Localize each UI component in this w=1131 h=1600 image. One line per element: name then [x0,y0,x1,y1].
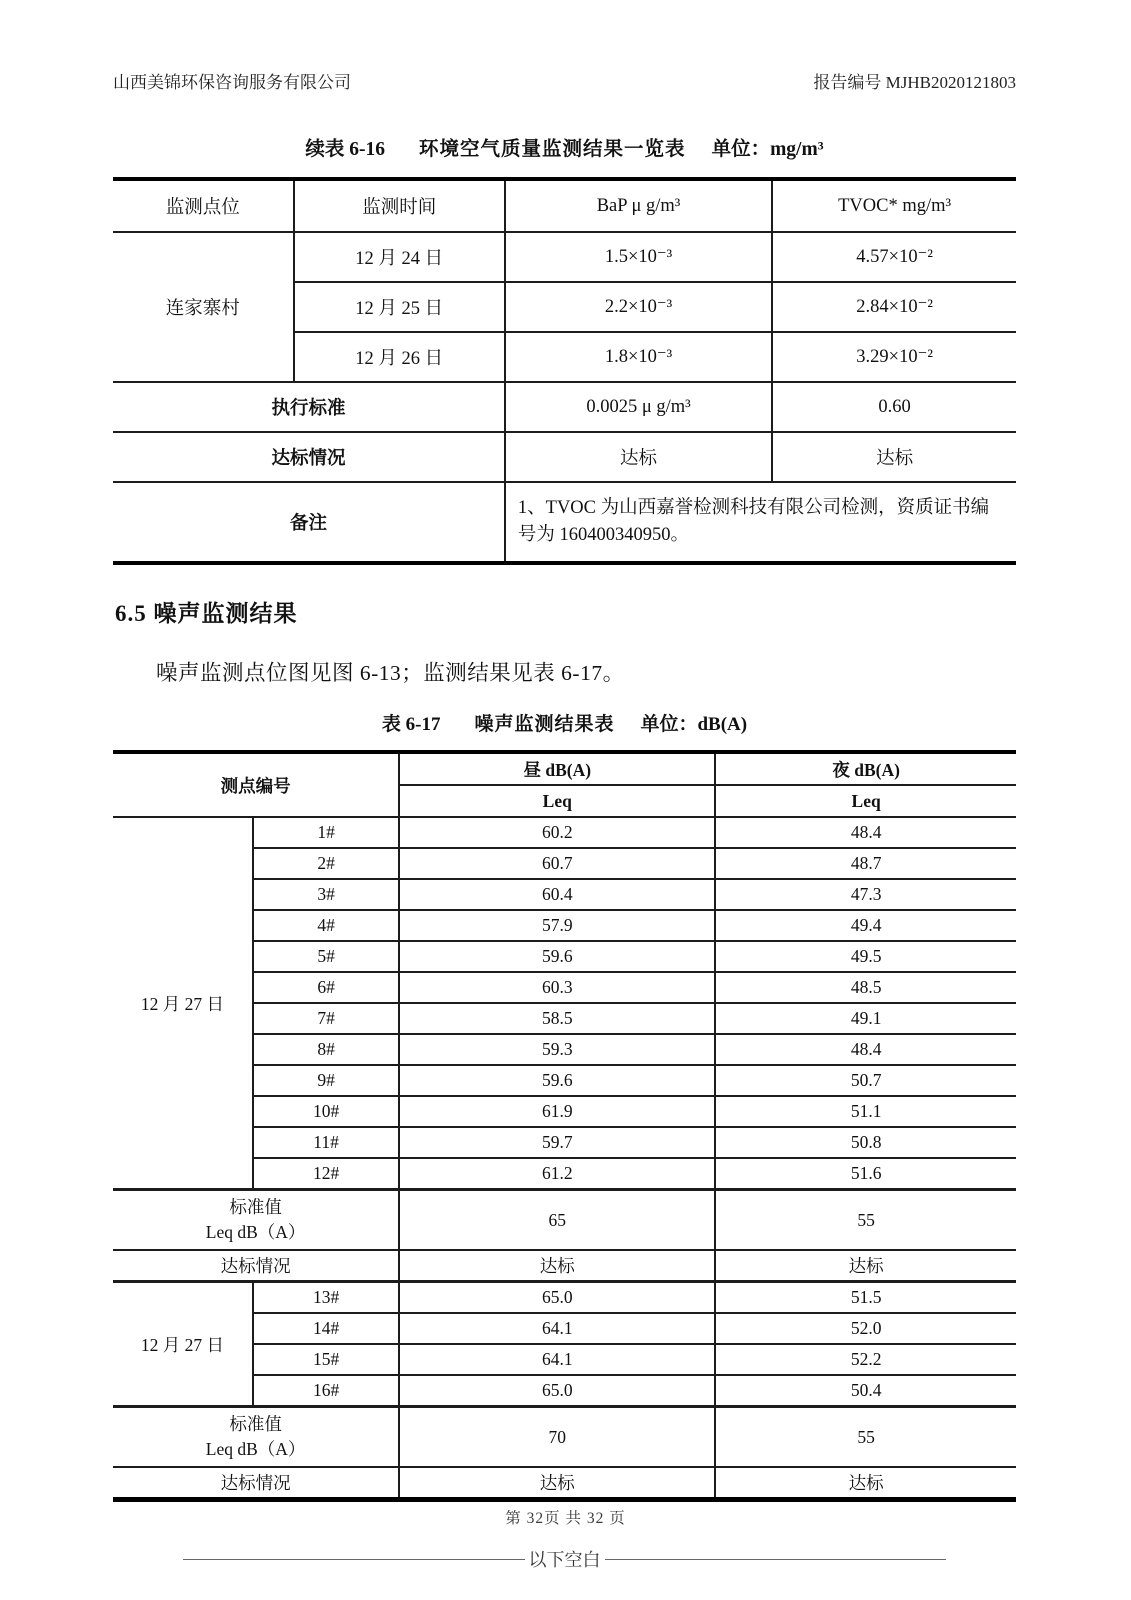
header-cell-night: 夜 dB(A) [715,752,1016,785]
bap-value-cell: 2.2×10⁻³ [505,282,772,332]
header-cell-time: 监测时间 [294,179,505,232]
label-cell: 达标情况 [113,1467,399,1500]
leq-night-cell: 50.7 [715,1065,1016,1096]
date-cell: 12 月 27 日 [113,1282,253,1407]
date-cell: 12 月 26 日 [294,332,505,382]
bap-standard-cell: 0.0025 μ g/m³ [505,382,772,432]
point-id-cell: 11# [253,1127,399,1158]
std-day-cell: 65 [399,1190,715,1251]
tvoc-value-cell: 2.84×10⁻² [772,282,1016,332]
header-cell-leq-night: Leq [715,785,1016,817]
leq-day-cell: 59.3 [399,1034,715,1065]
point-id-cell: 4# [253,910,399,941]
standard-label-line1: 标准值 [229,1413,282,1434]
header-cell-bap: BaP μ g/m³ [505,179,772,232]
table17-caption-unit: 单位：dB(A) [640,714,748,735]
standard-label-line2: Leq dB（A） [205,1439,306,1459]
label-cell [113,1407,399,1468]
standard-label-line2: Leq dB（A） [205,1222,306,1242]
point-id-cell: 16# [253,1375,399,1407]
remark-text-cell: 1、TVOC 为山西嘉誉检测科技有限公司检测，资质证书编号为 160400340950。 [505,482,1016,563]
point-id-cell: 12# [253,1158,399,1190]
blank-note: 以下空白 [528,1550,601,1570]
label-cell [113,1190,399,1251]
standard-row [113,1407,1016,1468]
leq-day-cell: 64.1 [399,1313,715,1344]
blank-below-marker [183,1546,946,1572]
point-id-cell: 7# [253,1003,399,1034]
table17-caption [113,709,1016,736]
standard-row [113,1190,1016,1251]
bap-compliance-cell: 达标 [505,432,772,482]
rule-right [605,1559,947,1560]
leq-night-cell: 51.1 [715,1096,1016,1127]
leq-day-cell: 58.5 [399,1003,715,1034]
leq-day-cell: 57.9 [399,910,715,941]
leq-day-cell: 59.6 [399,1065,715,1096]
header-cell-site: 监测点位 [113,179,294,232]
reach-night-cell: 达标 [715,1250,1016,1282]
leq-night-cell: 48.7 [715,848,1016,879]
bap-value-cell: 1.5×10⁻³ [505,232,772,282]
report-number: 报告编号 MJHB2020121803 [813,73,1016,92]
site-cell: 连家寨村 [113,232,294,382]
table16-caption-title: 环境空气质量监测结果一览表 [419,139,686,160]
point-id-cell: 3# [253,879,399,910]
standard-label-line1: 标准值 [229,1196,282,1217]
leq-day-cell: 60.4 [399,879,715,910]
point-id-cell: 9# [253,1065,399,1096]
remark-row [113,482,1016,563]
std-night-cell: 55 [715,1407,1016,1468]
leq-night-cell: 48.4 [715,1034,1016,1065]
rule-left [183,1559,525,1560]
std-night-cell: 55 [715,1190,1016,1251]
leq-night-cell: 52.0 [715,1313,1016,1344]
leq-day-cell: 65.0 [399,1375,715,1407]
leq-day-cell: 59.6 [399,941,715,972]
point-id-cell: 5# [253,941,399,972]
leq-night-cell: 50.4 [715,1375,1016,1407]
page-number: 第 32页 共 32 页 [505,1510,626,1527]
tvoc-value-cell: 3.29×10⁻² [772,332,1016,382]
point-id-cell: 2# [253,848,399,879]
std-day-cell: 70 [399,1407,715,1468]
label-cell: 备注 [113,482,505,563]
leq-day-cell: 60.3 [399,972,715,1003]
compliance-row [113,1250,1016,1282]
standard-row [113,382,1016,432]
date-cell: 12 月 24 日 [294,232,505,282]
noise-header-row1 [113,752,1016,785]
bap-value-cell: 1.8×10⁻³ [505,332,772,382]
table17-caption-label: 表 6-17 [381,714,441,735]
leq-day-cell: 61.9 [399,1096,715,1127]
leq-night-cell: 51.5 [715,1282,1016,1314]
leq-night-cell: 47.3 [715,879,1016,910]
reach-night-cell: 达标 [715,1467,1016,1500]
leq-night-cell: 48.4 [715,817,1016,848]
reach-day-cell: 达标 [399,1467,715,1500]
table17-caption-title: 噪声监测结果表 [474,714,615,735]
air-table-header-row [113,179,1016,232]
date-cell: 12 月 25 日 [294,282,505,332]
compliance-row [113,1467,1016,1500]
label-cell: 执行标准 [113,382,505,432]
air-table-row [113,232,1016,282]
leq-night-cell: 49.4 [715,910,1016,941]
leq-night-cell: 48.5 [715,972,1016,1003]
leq-night-cell: 50.8 [715,1127,1016,1158]
leq-night-cell: 49.1 [715,1003,1016,1034]
leq-day-cell: 60.2 [399,817,715,848]
leq-day-cell: 61.2 [399,1158,715,1190]
leq-day-cell: 59.7 [399,1127,715,1158]
point-id-cell: 6# [253,972,399,1003]
header-cell-day: 昼 dB(A) [399,752,715,785]
point-id-cell: 8# [253,1034,399,1065]
leq-day-cell: 65.0 [399,1282,715,1314]
point-id-cell: 1# [253,817,399,848]
tvoc-compliance-cell: 达标 [772,432,1016,482]
leq-day-cell: 64.1 [399,1344,715,1375]
header-cell-tvoc: TVOC* mg/m³ [772,179,1016,232]
noise-table [113,750,1016,1502]
compliance-row [113,432,1016,482]
reach-day-cell: 达标 [399,1250,715,1282]
leq-night-cell: 49.5 [715,941,1016,972]
tvoc-value-cell: 4.57×10⁻² [772,232,1016,282]
point-id-cell: 15# [253,1344,399,1375]
leq-night-cell: 51.6 [715,1158,1016,1190]
point-id-cell: 13# [253,1282,399,1314]
label-cell: 达标情况 [113,432,505,482]
noise-row [113,1282,1016,1314]
point-id-cell: 10# [253,1096,399,1127]
noise-row [113,817,1016,848]
company-name: 山西美锦环保咨询服务有限公司 [113,73,351,92]
header-cell-point: 测点编号 [113,752,399,817]
label-cell: 达标情况 [113,1250,399,1282]
point-id-cell: 14# [253,1313,399,1344]
section-heading: 6.5 噪声监测结果 [115,601,298,626]
section-paragraph: 噪声监测点位图见图 6-13；监测结果见表 6-17。 [156,661,625,685]
air-quality-table [113,177,1016,565]
header-cell-leq-day: Leq [399,785,715,817]
tvoc-standard-cell: 0.60 [772,382,1016,432]
leq-night-cell: 52.2 [715,1344,1016,1375]
running-header [113,68,1016,93]
table16-caption-label: 续表 6-16 [305,139,386,160]
table16-caption [113,133,1016,161]
date-cell: 12 月 27 日 [113,817,253,1190]
table16-caption-unit: 单位：mg/m³ [711,139,824,160]
leq-day-cell: 60.7 [399,848,715,879]
